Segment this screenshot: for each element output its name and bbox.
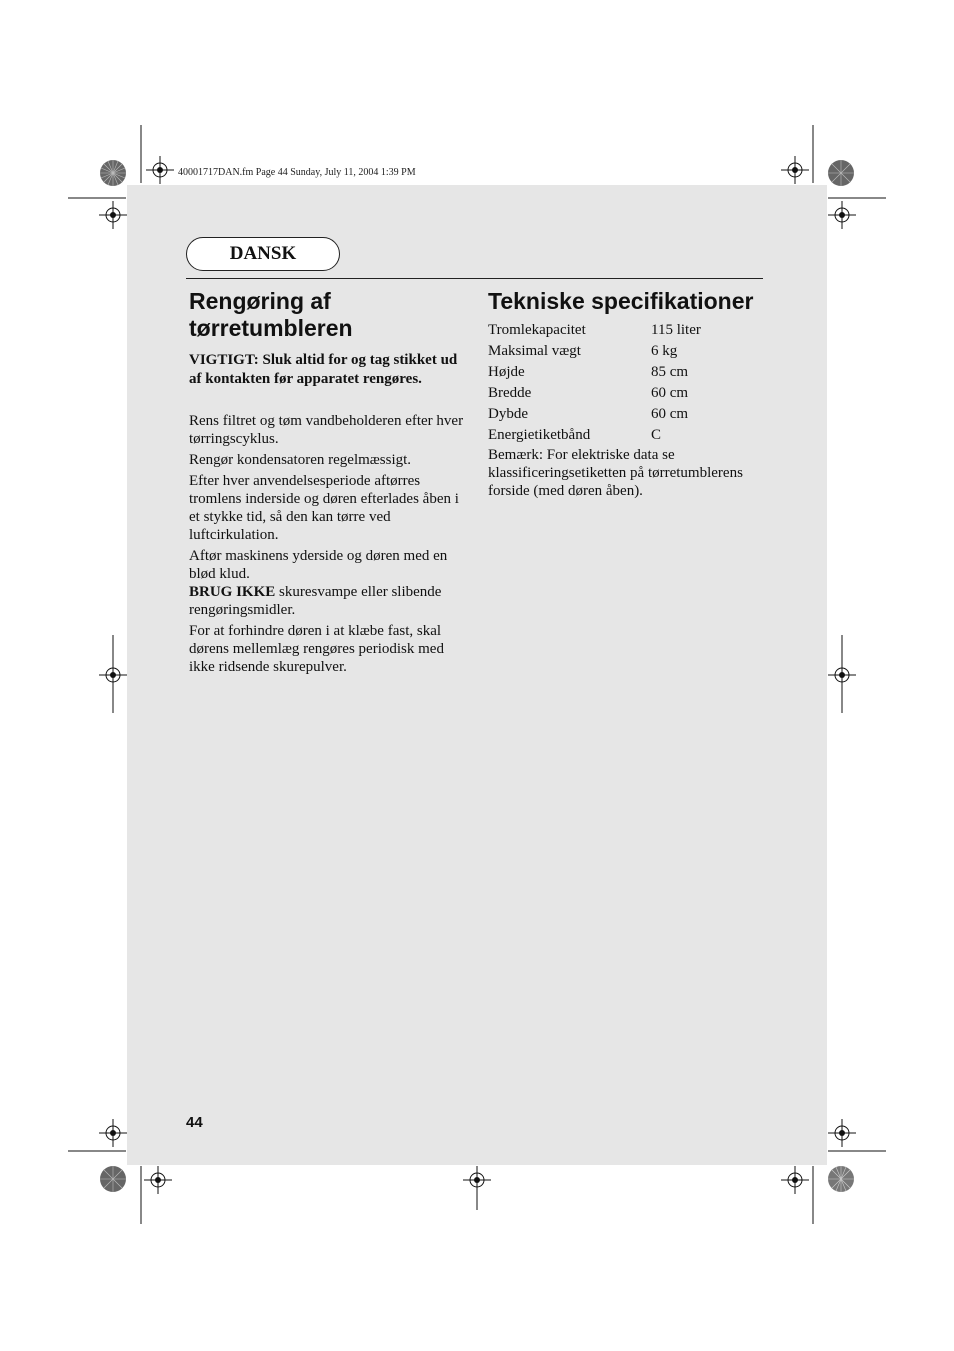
spec-value: 60 cm — [651, 385, 689, 401]
spec-value: 6 kg — [651, 343, 678, 359]
table-row — [488, 320, 701, 341]
paragraph-do-not-use — [189, 583, 465, 619]
cleaning-title-line2: tørretumbleren — [189, 315, 353, 341]
spec-value: 115 liter — [651, 322, 701, 338]
paragraph-exterior: Aftør maskinens yderside og døren med en blød klud. — [189, 548, 448, 582]
spec-value: 60 cm — [651, 406, 689, 422]
specs-title: Tekniske specifikationer — [488, 288, 754, 314]
table-row — [488, 362, 701, 383]
table-row — [488, 341, 701, 362]
spec-value: 85 cm — [651, 364, 689, 380]
warning-text: VIGTIGT: Sluk altid for og tag stikket ud af kontakten før apparatet rengøres. — [189, 352, 458, 387]
spec-value: C — [651, 427, 662, 443]
language-tab-label: DANSK — [229, 243, 297, 264]
do-not-use-bold: BRUG IKKE — [189, 584, 276, 600]
header-rule — [186, 278, 763, 279]
spec-label: Energietiketbånd — [488, 427, 591, 443]
specs-note: Bemærk: For elektriske data se klassificeringsetiketten på tørretumblerens forside (med døren åben). — [488, 447, 743, 499]
paragraph-door-seal: For at forhindre døren i at klæbe fast, skal dørens mellemlæg rengøres periodisk med ikke ridsende skurepulver. — [189, 623, 444, 675]
file-info-header: 40001717DAN.fm Page 44 Sunday, July 11, 2004 1:39 PM — [178, 167, 416, 178]
spec-label: Maksimal vægt — [488, 343, 581, 359]
table-row — [488, 404, 701, 425]
specs-table — [488, 320, 701, 446]
cleaning-section — [189, 288, 465, 676]
specs-section — [488, 288, 766, 500]
spec-label: Tromlekapacitet — [488, 322, 586, 338]
table-row — [488, 425, 701, 446]
table-row — [488, 383, 701, 404]
spec-label: Bredde — [488, 385, 532, 401]
cleaning-title-line1: Rengøring af — [189, 288, 331, 314]
spec-label: Dybde — [488, 406, 528, 422]
paragraph-filter: Rens filtret og tøm vandbeholderen efter hver tørringscyklus. — [189, 413, 464, 447]
paragraph-condenser: Rengør kondensatoren regelmæssigt. — [189, 452, 412, 468]
page-number: 44 — [186, 1114, 203, 1131]
do-not-use-rest: skuresvampe eller slibende rengøringsmidler. — [189, 584, 442, 618]
paragraph-drum: Efter hver anvendelsesperiode aftørres tromlens inderside og døren efterlades åben i et stykke tid, så den kan tørre ved luftcirkulation. — [189, 473, 459, 543]
language-tab — [186, 237, 340, 271]
spec-label: Højde — [488, 364, 525, 380]
cleaning-title — [189, 288, 465, 342]
